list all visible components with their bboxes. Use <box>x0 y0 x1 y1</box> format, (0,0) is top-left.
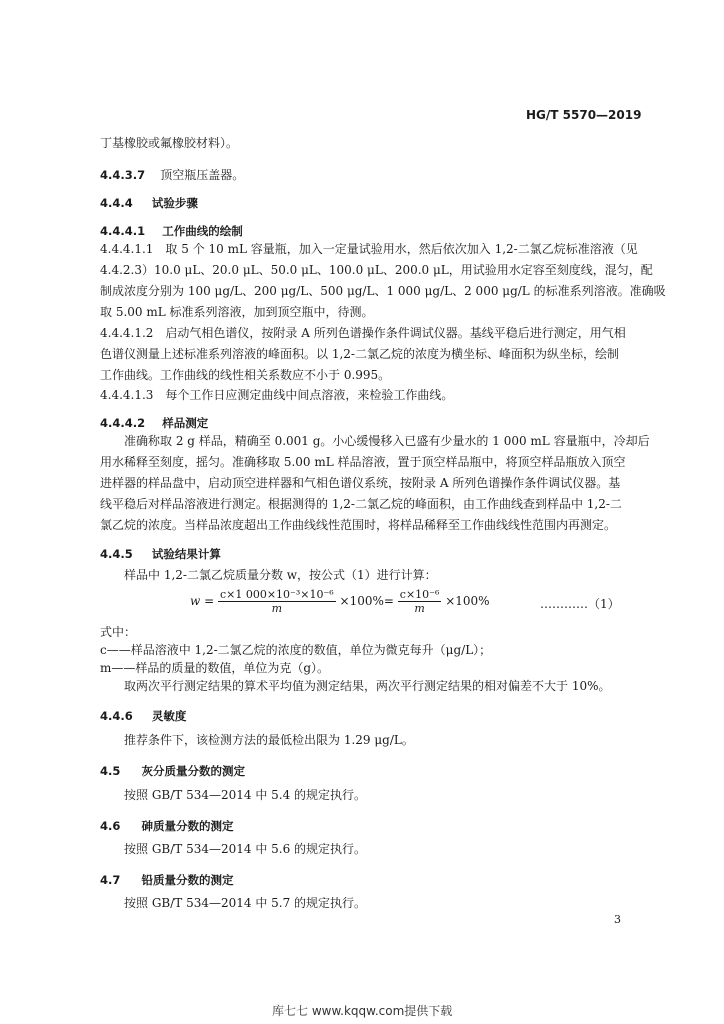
formula-mid: ×100%= <box>339 594 394 608</box>
fraction-1 <box>218 588 336 615</box>
section-4-4-6 <box>100 705 186 724</box>
text-line: 氯乙烷的浓度。当样品浓度超出工作曲线线性范围时，将样品稀释至工作曲线线性范围内再测定。 <box>100 518 617 532</box>
text-line: 进样器的样品盘中，启动顶空进样器和气相色谱仪系统，按附录 A 所列色谱操作条件调试仪器。基 <box>100 476 621 490</box>
text-line: 丁基橡胶或氟橡胶材料）。 <box>100 136 239 150</box>
section-4-4-4 <box>100 192 198 211</box>
definition-m: m——样品的质量的数值，单位为克（g）。 <box>100 661 330 675</box>
fraction-numerator: c×10⁻⁶ <box>399 588 440 601</box>
text-line: 4.4.4.1.3 每个工作日应测定曲线中间点溶液，来检验工作曲线。 <box>100 388 454 402</box>
page-number: 3 <box>614 913 621 926</box>
section-title: 灵敏度 <box>151 709 187 723</box>
section-title: 铅质量分数的测定 <box>141 873 234 887</box>
text-line: 按照 GB/T 534—2014 中 5.4 的规定执行。 <box>124 788 367 802</box>
text-line: 色谱仪测量上述标准系列溶液的峰面积。以 1,2-二氯乙烷的浓度为横坐标、峰面积为纵坐标，绘制 <box>100 347 619 361</box>
text-line: 4.4.4.1.1 取 5 个 10 mL 容量瓶，加入一定量试验用水，然后依次加入 1,2-二氯乙烷标准溶液（见 <box>100 242 638 256</box>
text-line: 样品中 1,2-二氯乙烷质量分数 w，按公式（1）进行计算： <box>124 568 437 582</box>
section-title: 灰分质量分数的测定 <box>141 764 245 778</box>
section-number: 4.7 <box>100 873 121 887</box>
text-line: 4.4.2.3）10.0 μL、20.0 μL、50.0 μL、100.0 μL、200.0 μL，用试验用水定容至刻度线，混匀，配 <box>100 263 653 277</box>
fraction-denominator: m <box>414 602 425 615</box>
section-number: 4.4.3.7 <box>100 168 146 182</box>
download-watermark: 库七七 www.kqqw.com提供下载 <box>272 1004 453 1018</box>
formula-tag: …………（1） <box>540 597 620 611</box>
text-line: 工作曲线。工作曲线的线性相关系数应不小于 0.995。 <box>100 368 391 382</box>
section-4-5 <box>100 760 245 779</box>
section-number: 4.4.4 <box>100 196 133 210</box>
section-title: 试验结果计算 <box>151 547 221 561</box>
section-number: 4.4.6 <box>100 709 133 723</box>
standard-code: HG/T 5570—2019 <box>526 108 642 122</box>
text-line: 4.4.4.1.2 启动气相色谱仪，按附录 A 所列色谱操作条件调试仪器。基线平稳后进行测定，用气相 <box>100 326 626 340</box>
section-title: 工作曲线的绘制 <box>162 224 243 238</box>
text-line: 推荐条件下，该检测方法的最低检出限为 1.29 μg/L。 <box>124 733 414 747</box>
section-text: 顶空瓶压盖器。 <box>160 168 245 182</box>
section-number: 4.4.4.2 <box>100 416 146 430</box>
section-title: 样品测定 <box>162 416 209 430</box>
section-4-4-5 <box>100 543 221 562</box>
section-number: 4.4.4.1 <box>100 224 146 238</box>
section-number: 4.5 <box>100 764 121 778</box>
text-line: 式中： <box>100 625 137 639</box>
section-4-4-4-1 <box>100 220 243 239</box>
formula-1 <box>190 588 490 615</box>
text-line: 制成浓度分别为 100 μg/L、200 μg/L、500 μg/L、1 000 μg/L、2 000 μg/L 的标准系列溶液。准确吸 <box>100 284 666 298</box>
text-line: 用水稀释至刻度，摇匀。准确移取 5.00 mL 样品溶液，置于顶空样品瓶中，将顶空样品瓶放入顶空 <box>100 455 626 469</box>
section-4-6 <box>100 815 233 834</box>
section-4-4-4-2 <box>100 412 208 431</box>
formula-lhs: w = <box>190 594 215 608</box>
fraction-2 <box>398 588 442 615</box>
section-title: 砷质量分数的测定 <box>141 819 234 833</box>
section-4-4-3-7 <box>100 164 244 183</box>
section-number: 4.6 <box>100 819 121 833</box>
text-line: 准确称取 2 g 样品，精确至 0.001 g。小心缓慢移入已盛有少量水的 1 000 mL 容量瓶中，冷却后 <box>124 434 650 448</box>
fraction-denominator: m <box>271 602 283 615</box>
formula-tail: ×100% <box>445 594 490 608</box>
text-line: 取两次平行测定结果的算术平均值为测定结果，两次平行测定结果的相对偏差不大于 10%。 <box>124 679 611 693</box>
text-line: 按照 GB/T 534—2014 中 5.7 的规定执行。 <box>124 896 367 910</box>
text-line: 按照 GB/T 534—2014 中 5.6 的规定执行。 <box>124 842 367 856</box>
text-line: 取 5.00 mL 标准系列溶液，加到顶空瓶中，待测。 <box>100 305 374 319</box>
section-title: 试验步骤 <box>151 196 198 210</box>
fraction-numerator: c×1 000×10⁻³×10⁻⁶ <box>219 588 334 601</box>
section-4-7 <box>100 869 233 888</box>
text-line: 线平稳后对样品溶液进行测定。根据测得的 1,2-二氯乙烷的峰面积，由工作曲线查到样品中 1,2-二 <box>100 497 622 511</box>
section-number: 4.4.5 <box>100 547 133 561</box>
definition-c: c——样品溶液中 1,2-二氯乙烷的浓度的数值，单位为微克每升（μg/L）； <box>100 643 492 657</box>
